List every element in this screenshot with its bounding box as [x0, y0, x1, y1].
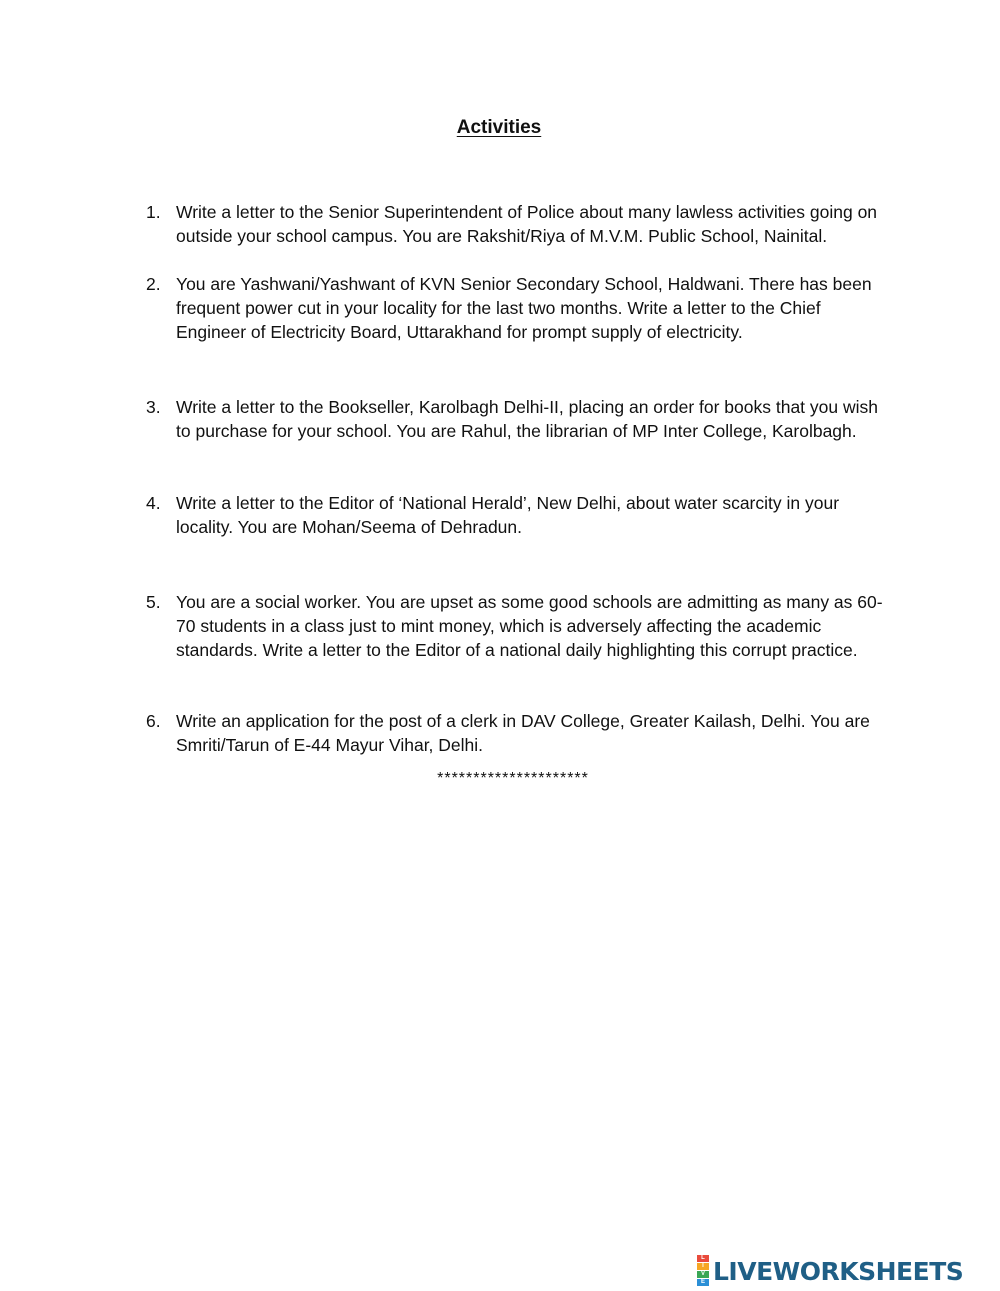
liveworksheets-logo[interactable]: [697, 1254, 963, 1288]
activity-text: You are a social worker. You are upset as some good schools are admitting as many as 60-70 students in a class just to mint money, which is adversely affecting the academic standards. Write a letter to the Editor of a national daily highlighting this corrupt practice.: [176, 592, 883, 660]
activity-number: 2.: [146, 274, 161, 294]
logo-mark-icon: [697, 1255, 709, 1287]
activity-number: 6.: [146, 711, 161, 731]
logo-letter: I: [697, 1263, 709, 1270]
activity-text: Write a letter to the Editor of ‘National Herald’, New Delhi, about water scarcity in your locality. You are Mohan/Seema of Dehradun.: [176, 493, 840, 537]
page-title: Activities: [456, 117, 542, 138]
activity-number: 5.: [146, 592, 161, 612]
logo-letter: E: [697, 1279, 709, 1286]
separator: *********************: [437, 770, 589, 787]
activity-text: Write an application for the post of a clerk in DAV College, Greater Kailash, Delhi. You are Smriti/Tarun of E-44 Mayur Vihar, Delhi.: [176, 711, 870, 755]
activity-text: You are Yashwani/Yashwant of KVN Senior Secondary School, Haldwani. There has been frequent power cut in your locality for the last two months. Write a letter to the Chief Engineer of Electricity Board, Uttarakhand for prompt supply of electricity.: [176, 274, 872, 342]
activity-number: 1.: [146, 202, 161, 222]
logo-text: LIVEWORKSHEETS: [713, 1256, 964, 1286]
activity-text: Write a letter to the Bookseller, Karolbagh Delhi-II, placing an order for books that you wish to purchase for your school. You are Rahul, the librarian of MP Inter College, Karolbagh.: [176, 397, 878, 441]
logo-letter: L: [697, 1255, 709, 1262]
activity-number: 4.: [146, 493, 161, 513]
activity-text: Write a letter to the Senior Superintendent of Police about many lawless activities going on outside your school campus. You are Rakshit/Riya of M.V.M. Public School, Nainital.: [176, 202, 878, 246]
activity-number: 3.: [146, 397, 161, 417]
logo-letter: V: [697, 1271, 709, 1278]
